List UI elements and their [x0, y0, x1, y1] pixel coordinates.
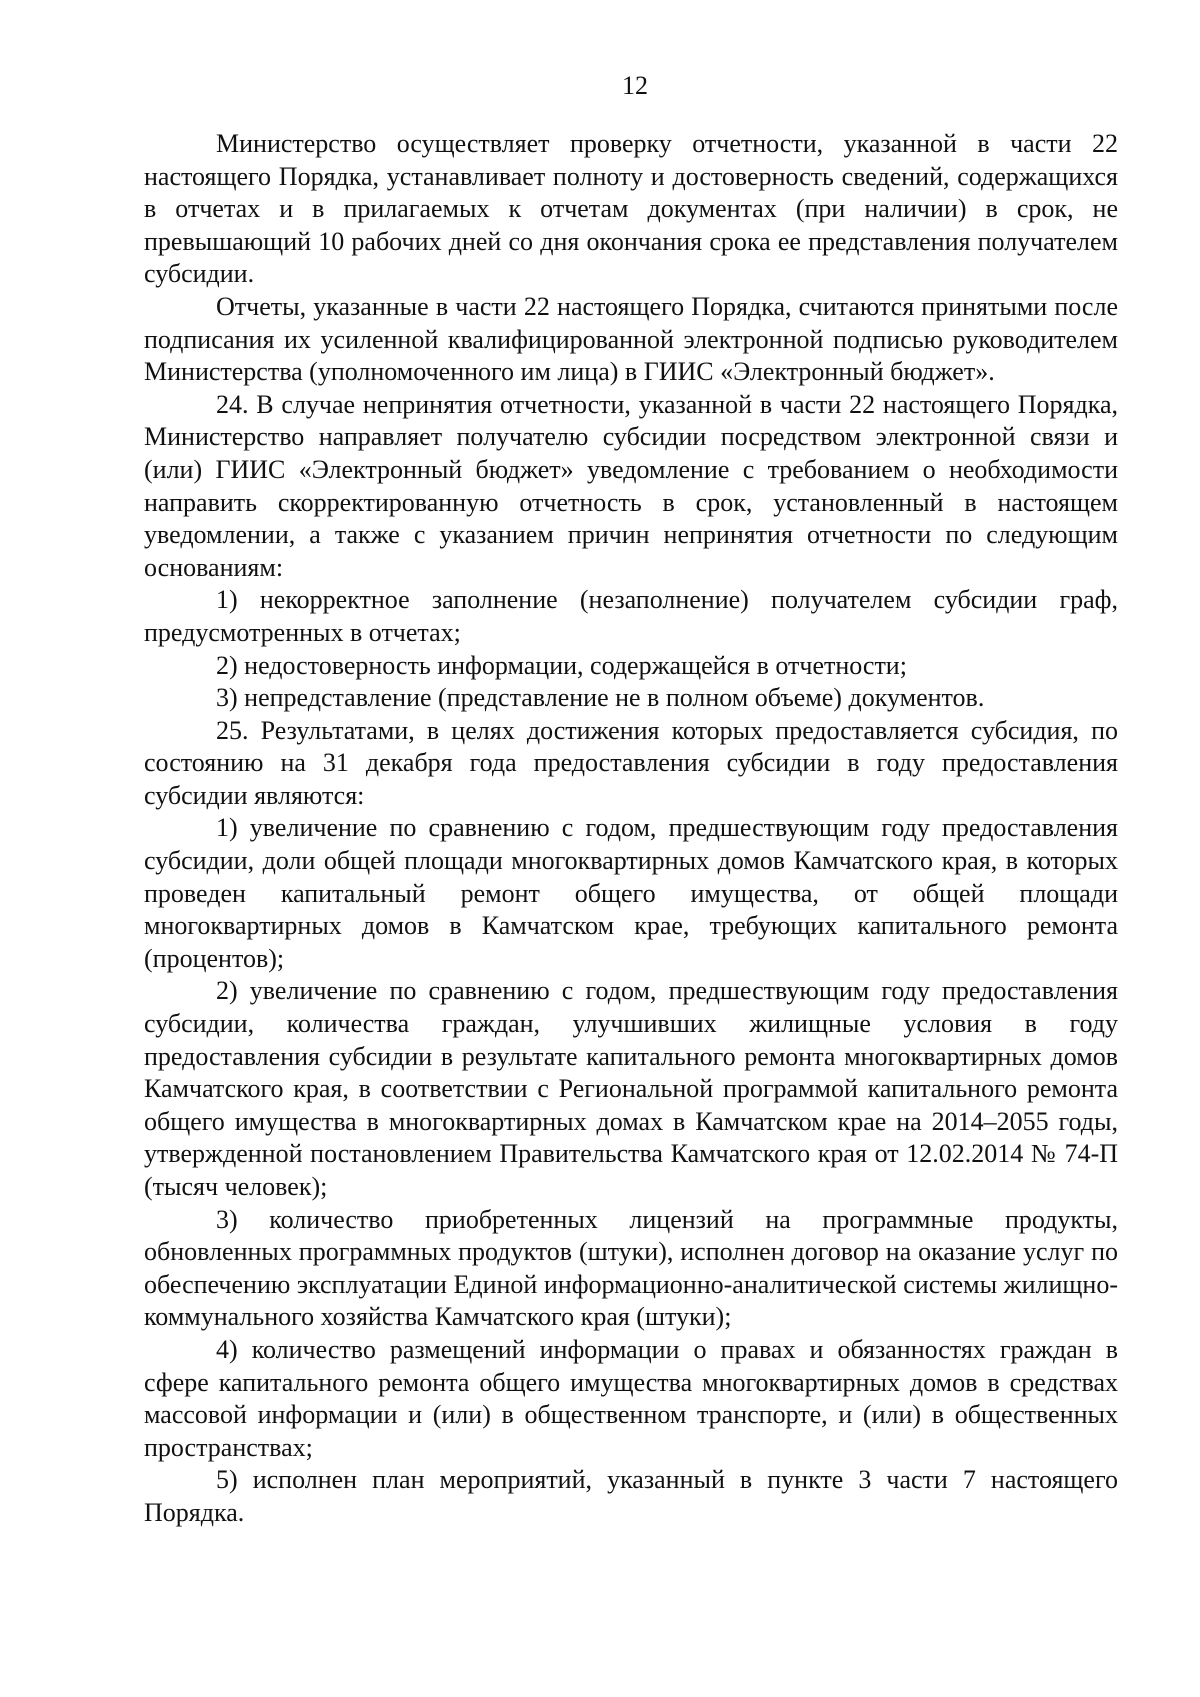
paragraph-24-reason-1: 1) некорректное заполнение (незаполнение) получателем субсидии граф, предусмотренных в отчетах; [144, 585, 1118, 647]
paragraph-25-result-4: 4) количество размещений информации о правах и обязанностях граждан в сфере капитального ремонта общего имущества многоквартирных домов в средствах массовой информации и (или) в общественном транспорте, и (или) в общественных пространствах; [144, 1334, 1118, 1462]
paragraph-25-results: 25. Результатами, в целях достижения которых предоставляется субсидия, по состоянию на 31 декабря года предоставления субсидии в году предоставления субсидии являются: [144, 715, 1118, 810]
page-number: 12 [622, 71, 648, 100]
paragraph-25-result-5: 5) исполнен план мероприятий, указанный в пункте 3 части 7 настоящего Порядка. [144, 1465, 1118, 1527]
paragraph-25-result-3: 3) количество приобретенных лицензий на программные продукты, обновленных программных продуктов (штуки), исполнен договор на оказание услуг по обеспечению эксплуатации Единой информационно-аналитической системы жилищно-коммунального хозяйства Камчатского края (штуки); [144, 1204, 1118, 1332]
paragraph-24-reason-3: 3) непредставление (представление не в полном объеме) документов. [216, 683, 985, 713]
paragraph-24-rejection: 24. В случае непринятия отчетности, указанной в части 22 настоящего Порядка, Министерство направляет получателю субсидии посредством электронной связи и (или) ГИИС «Электронный бюджет» уведомление с требованием о необходимости направить скорректированную отчетность в срок, установленный в настоящем уведомлении, а также с указанием причин непринятия отчетности по следующим основаниям: [144, 389, 1118, 582]
paragraph-24-reason-2: 2) недостоверность информации, содержащейся в отчетности; [216, 650, 907, 680]
paragraph-25-result-2: 2) увеличение по сравнению с годом, предшествующим году предоставления субсидии, количества граждан, улучшивших жилищные условия в году предоставления субсидии в результате капитального ремонта многоквартирных домов Камчатского края, в соответствии с Региональной программой капитального ремонта общего имущества в многоквартирных домах в Камчатском крае на 2014–2055 годы, утвержденной постановлением Правительства Камчатского края от 12.02.2014 № 74-П (тысяч человек); [144, 976, 1118, 1201]
document-body [144, 128, 1118, 1530]
paragraph-report-verification: Министерство осуществляет проверку отчетности, указанной в части 22 настоящего Порядка, устанавливает полноту и достоверность сведений, содержащихся в отчетах и в прилагаемых к отчетам документах (при наличии) в срок, не превышающий 10 рабочих дней со дня окончания срока ее представления получателем субсидии. [144, 129, 1118, 289]
paragraph-25-result-1: 1) увеличение по сравнению с годом, предшествующим году предоставления субсидии, доли общей площади многоквартирных домов Камчатского края, в которых проведен капитальный ремонт общего имущества, от общей площади многоквартирных домов в Камчатском крае, требующих капитального ремонта (процентов); [144, 813, 1118, 973]
paragraph-report-acceptance: Отчеты, указанные в части 22 настоящего Порядка, считаются принятыми после подписания их усиленной квалифицированной электронной подписью руководителем Министерства (уполномоченного им лица) в ГИИС «Электронный бюджет». [144, 291, 1118, 387]
